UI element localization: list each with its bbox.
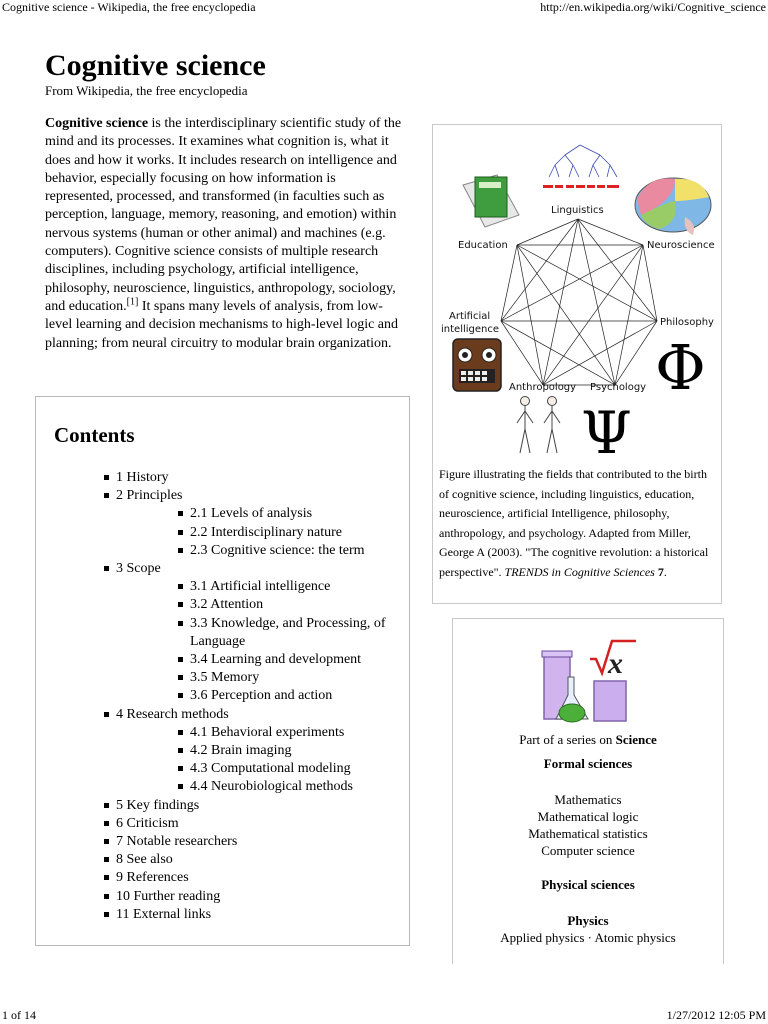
toc-item[interactable] [104,869,404,887]
heptagram-lines [501,219,657,385]
node-psychology-label: Psychology [590,382,647,393]
series-text-block [453,731,723,946]
toc-title: Contents [54,423,135,447]
physics-items[interactable]: Applied physics · Atomic physics [500,930,676,945]
print-header-title: Cognitive science - Wikipedia, the free encyclopedia [2,0,256,14]
brain-icon [635,178,711,235]
toc-subitem[interactable] [178,651,404,669]
print-footer [0,1008,768,1024]
node-ai-label-line1: Artificial [449,311,491,322]
toc-item[interactable] [104,487,404,560]
caption-journal: TRENDS in Cognitive Sciences [504,564,655,579]
toc-item-label[interactable]: 7 Notable researchers [116,834,238,850]
series-part-of-prefix: Part of a series on [519,732,616,747]
toc-subitem-label[interactable]: 4.2 Brain imaging [190,743,292,759]
toc-subitem-label[interactable]: 3.5 Memory [190,670,260,686]
toc-subitem-label[interactable]: 3.3 Knowledge, and Processing, of Language [190,615,386,649]
print-header [0,0,768,16]
node-anthropology-label: Anthropology [509,382,577,393]
toc-subitem[interactable] [178,524,404,542]
physics-heading[interactable]: Physics [567,913,609,928]
toc-sublist [178,724,404,797]
toc-subitem-label[interactable]: 3.1 Artificial intelligence [190,579,331,595]
toc-item[interactable] [104,706,404,797]
toc-item-label[interactable]: 8 See also [116,852,173,868]
toc-subitem[interactable] [178,505,404,523]
toc-item-label[interactable]: 10 Further reading [116,888,221,904]
toc-subitem[interactable] [178,669,404,687]
toc-subitem[interactable] [178,542,404,560]
toc-item-label[interactable]: 4 Research methods [116,706,229,722]
toc-subitem-label[interactable]: 4.1 Behavioral experiments [190,724,345,740]
toc-subitem-label[interactable]: 3.6 Perception and action [190,688,333,704]
formal-item-mathematical-statistics[interactable]: Mathematical statistics [528,826,648,841]
toc-item-label[interactable]: 1 History [116,470,169,485]
toc-item[interactable] [104,469,404,487]
toc-subitem[interactable] [178,724,404,742]
toc-item[interactable] [104,833,404,851]
toc-subitem[interactable] [178,742,404,760]
toc-item-label[interactable]: 3 Scope [116,561,161,577]
print-footer-timestamp: 1/27/2012 12:05 PM [666,1008,766,1022]
page-title: Cognitive science [45,49,266,82]
toc-item-label[interactable]: 5 Key findings [116,797,200,813]
toc-item[interactable] [104,815,404,833]
phi-symbol-icon: Φ [655,331,706,404]
intro-paragraph [45,115,407,353]
robot-icon [453,339,501,391]
caption-text: Figure illustrating the fields that contributed to the birth of cognitive science, including linguistics, education, neuroscience, artificial Intelligence, philosophy, anthropology, and psychology. Adapted from Miller, George A (2003). "The cognitive revolution: a historical perspective". [439,467,709,579]
toc-sublist [178,578,404,705]
toc-item-label[interactable]: 2 Principles [116,488,183,504]
syntax-tree-icon [549,145,617,177]
toc-item[interactable] [104,888,404,906]
node-ai-label-line2: intelligence [441,324,500,335]
print-header-url[interactable]: http://en.wikipedia.org/wiki/Cognitive_science [540,0,766,14]
toc-item[interactable] [104,851,404,869]
node-philosophy-label: Philosophy [660,317,714,328]
toc-item[interactable] [104,906,404,924]
intro-bold-term: Cognitive science [45,116,149,131]
toc-subitem[interactable] [178,760,404,778]
toc-subitem-label[interactable]: 3.2 Attention [190,597,264,613]
psi-symbol-icon: Ψ [581,399,632,457]
physical-sciences-heading[interactable]: Physical sciences [541,877,635,892]
toc-subitem-label[interactable]: 2.3 Cognitive science: the term [190,542,365,558]
toc-item[interactable] [104,797,404,815]
cognitive-science-hexagram-figure [435,127,721,457]
toc-item[interactable] [104,560,404,706]
formal-item-mathematics[interactable]: Mathematics [554,792,622,807]
toc-subitem[interactable] [178,615,404,651]
intro-text-continued: It spans many levels of analysis, from low-level learning and decision mechanisms to high-level logic and planning; from neural circuitry to modular brain organization. [45,298,399,351]
formal-item-computer-science[interactable]: Computer science [541,843,635,858]
toc-subitem[interactable] [178,687,404,705]
node-education-label: Education [458,240,508,251]
toc-item-label[interactable]: 11 External links [116,906,212,922]
toc-subitem-label[interactable]: 3.4 Learning and development [190,652,362,668]
toc-subitem-label[interactable]: 4.3 Computational modeling [190,761,351,777]
toc-list [104,469,404,924]
page-subtitle: From Wikipedia, the free encyclopedia [45,83,248,98]
science-series-navbox [452,618,724,964]
human-figures-icon [517,397,560,454]
print-footer-page: 1 of 14 [2,1008,36,1022]
node-neuroscience-label: Neuroscience [647,240,715,251]
syntax-tree-leaves [543,185,619,188]
reference-link[interactable]: [1] [126,296,139,308]
formal-item-mathematical-logic[interactable]: Mathematical logic [537,809,639,824]
toc-item-label[interactable]: 6 Criticism [116,815,179,831]
series-part-of [453,731,723,748]
caption-volume: 7 [654,564,664,579]
toc-subitem[interactable] [178,596,404,614]
node-linguistics-label: Linguistics [551,205,604,216]
caption-end: . [663,564,667,579]
book-icon [463,175,519,227]
toc-subitem[interactable] [178,778,404,796]
toc-subitem[interactable] [178,578,404,596]
series-subject-link[interactable]: Science [615,732,657,747]
science-flask-logo [538,637,638,729]
intro-text: is the interdisciplinary scientific study of the mind and its processes. It examines what cognition is, what it does and how it works. It includes research on intelligence and behavior, especially focusing on how information is represented, processed, and transformed (in faculties such as perception, language, memory, reasoning, and emotion) within nervous systems (human or other animal) and machines (e.g. computers). Cognitive science consists of multiple research disciplines, including psychology, artificial intelligence, philosophy, neuroscience, linguistics, anthropology, sociology, and education. [45,116,402,314]
toc-subitem-label[interactable]: 2.2 Interdisciplinary nature [190,524,343,540]
infobox-figure [432,124,722,604]
table-of-contents [35,396,410,946]
toc-sublist [178,505,404,560]
formal-sciences-heading[interactable]: Formal sciences [543,756,633,771]
toc-subitem-label[interactable]: 2.1 Levels of analysis [190,506,313,522]
toc-item-label[interactable]: 9 References [116,870,189,886]
logo-x-symbol: x [608,647,623,680]
toc-subitem-label[interactable]: 4.4 Neurobiological methods [190,779,353,795]
figure-caption [439,465,717,582]
